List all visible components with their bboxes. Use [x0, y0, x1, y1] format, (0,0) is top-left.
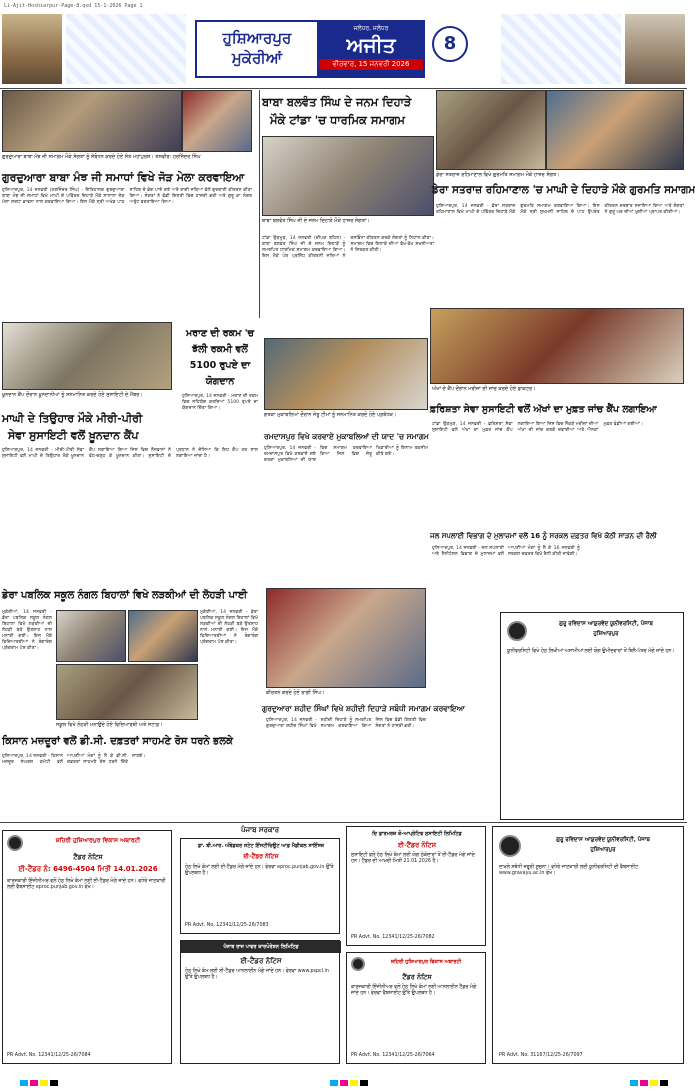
photo-caption: ਗਤਕਾ ਮੁਕਾਬਲਿਆਂ ਦੌਰਾਨ ਜੇਤੂ ਟੀਮਾਂ ਨੂੰ ਸਨਮਾਨਿਤ ਕਰਦੇ ਹੋਏ ਪ੍ਰਬੰਧਕ।	[264, 412, 397, 418]
ad-body: ਯੂਨੀਵਰਸਿਟੀ ਵਿਖੇ ਹੇਠ ਲਿਖੀਆਂ ਅਸਾਮੀਆਂ ਲਈ ਯੋਗ ਉਮੀਦਵਾਰਾਂ ਤੋਂ ਬਿਨੈ-ਪੱਤਰ ਮੰਗੇ ਜਾਂਦੇ ਹਨ।	[507, 649, 675, 654]
photo-caption: ਗੁਰਦੁਆਰਾ ਬਾਬਾ ਮੰਝ ਜੀ ਸਮਾਗਮ ਮੌਕੇ ਸੰਗਤਾਂ ਨੂੰ ਸੰਬੋਧਨ ਕਰਦੇ ਹੋਏ ਸੰਤ ਮਹਾਂਪੁਰਸ਼। ਤਸਵੀਰ: ਹਰਜਿੰਦਰ ਸਿੰਘ	[2, 154, 201, 160]
paper-name-block	[319, 22, 423, 76]
headline: ਝੱਲੀ ਰਕਮੀ ਵਲੋਂ	[192, 344, 248, 355]
ad-footer: PR Advt. No. 12341/12/25-26/7082	[351, 935, 435, 940]
headline: ਮੌਕੇ ਟਾਂਡਾ 'ਚ ਧਾਰਮਿਕ ਸਮਾਗਮ	[270, 113, 405, 127]
ad-footer: PR Advt. No. 31167/12/25-26/7097	[499, 1053, 583, 1058]
ad-body: ਹੇਠ ਲਿਖੇ ਕੰਮਾਂ ਲਈ ਈ-ਟੈਂਡਰ ਮੰਗੇ ਜਾਂਦੇ ਹਨ। ਵੇਰਵਾ eproc.punjab.gov.in ਉੱਤੇ ਉਪਲਬਧ ਹੈ।	[185, 865, 334, 876]
ad-subtitle: ਟੈਂਡਰ ਨੋਟਿਸ	[402, 973, 432, 981]
article-body: ਹੁਸ਼ਿਆਰਪੁਰ, 14 ਜਨਵਰੀ (ਹਰਜਿੰਦਰ ਸਿੰਘ) - ਇਤਿਹਾਸਕ ਗੁਰਦੁਆਰਾ ਬਾਬਾ ਮੰਝ ਜੀ ਸਮਾਧਾਂ ਵਿਖੇ ਮਾਘੀ ਦੇ ਪਵਿੱਤਰ ਦਿਹਾੜੇ ਮੌਕੇ ਸਾਲਾਨਾ ਜੋੜ ਮੇਲਾ ਸ਼ਰਧਾ ਭਾਵਨਾ ਨਾਲ ਕਰਵਾਇਆ ਗਿਆ। ਇਸ ਮੌਕੇ ਸ੍ਰੀ ਅਖੰਡ ਪਾਠ ਸਾਹਿਬ ਦੇ ਭੋਗ ਪਾਏ ਗਏ ਅਤੇ ਰਾਗੀ ਜਥਿਆਂ ਵੱਲੋਂ ਗੁਰਬਾਣੀ ਕੀਰਤਨ ਕੀਤਾ ਗਿਆ। ਸੰਗਤਾਂ ਨੇ ਵੱਡੀ ਗਿਣਤੀ ਵਿਚ ਹਾਜ਼ਰੀ ਭਰੀ ਅਤੇ ਗੁਰੂ ਕਾ ਲੰਗਰ ਅਤੁੱਟ ਵਰਤਾਇਆ ਗਿਆ।	[2, 188, 252, 205]
headline: ਮਾਘੀ ਦੇ ਤਿਉਹਾਰ ਮੌਕੇ ਮੀਰੀ-ਪੀਰੀ	[2, 412, 143, 425]
masthead	[0, 12, 687, 88]
headline: ਯੋਗਦਾਨ	[205, 376, 235, 387]
article-body: ਮੁਕੇਰੀਆਂ, 14 ਜਨਵਰੀ - ਡੇਰਾ ਪਬਲਿਕ ਸਕੂਲ ਨੰਗਲ ਬਿਹਾਲਾਂ ਵਿਖੇ ਲੜਕੀਆਂ ਦੀ ਲੋਹੜੀ ਬੜੇ ਉਤਸ਼ਾਹ ਨਾਲ ਮਨਾਈ ਗਈ। ਇਸ ਮੌਕੇ ਵਿਦਿਆਰਥੀਆਂ ਨੇ ਰੰਗਾਰੰਗ ਪ੍ਰੋਗਰਾਮ ਪੇਸ਼ ਕੀਤਾ।	[200, 610, 259, 645]
story-photo	[436, 90, 546, 170]
ad-title: ਸ਼ਹਿਰੀ ਹੁਸ਼ਿਆਰਪੁਰ ਵਿਕਾਸ ਅਥਾਰਟੀ	[55, 837, 141, 844]
yellow-swatch	[40, 1080, 48, 1086]
page-number: 8	[432, 26, 468, 62]
masthead-pattern-right	[501, 14, 621, 84]
masthead-left-photo	[2, 14, 62, 84]
masthead-pattern-left	[66, 14, 186, 84]
article-body: ਟਾਂਡਾ ਉੜਮੁੜ, 14 ਜਨਵਰੀ (ਦੀਪਕ ਬਹਿਲ) - ਬਾਬਾ ਬਲਵੰਤ ਸਿੰਘ ਜੀ ਦੇ ਜਨਮ ਦਿਹਾੜੇ ਨੂੰ ਸਮਰਪਿਤ ਧਾਰਮਿਕ ਸਮਾਗਮ ਕਰਵਾਇਆ ਗਿਆ। ਇਸ ਮੌਕੇ ਪੰਥ ਪ੍ਰਸਿੱਧ ਕੀਰਤਨੀ ਜਥਿਆਂ ਨੇ ਰਸਭਿੰਨਾ ਕੀਰਤਨ ਕਰਕੇ ਸੰਗਤਾਂ ਨੂੰ ਨਿਹਾਲ ਕੀਤਾ। ਸਮਾਗਮ ਵਿਚ ਇਲਾਕੇ ਦੀਆਂ ਵੱਖ-ਵੱਖ ਸ਼ਖ਼ਸੀਅਤਾਂ ਨੇ ਸ਼ਿਰਕਤ ਕੀਤੀ।	[262, 236, 434, 259]
article-body: ਮੁਕੇਰੀਆਂ, 14 ਜਨਵਰੀ - ਡੇਰਾ ਪਬਲਿਕ ਸਕੂਲ ਨੰਗਲ ਬਿਹਾਲਾਂ ਵਿਖੇ ਲੜਕੀਆਂ ਦੀ ਲੋਹੜੀ ਬੜੇ ਉਤਸ਼ਾਹ ਨਾਲ ਮਨਾਈ ਗਈ। ਇਸ ਮੌਕੇ ਵਿਦਿਆਰਥੀਆਂ ਨੇ ਰੰਗਾਰੰਗ ਪ੍ਰੋਗਰਾਮ ਪੇਸ਼ ਕੀਤਾ।	[2, 610, 52, 651]
ad-body: ਦਾਖ਼ਲੇ ਸਬੰਧੀ ਜ਼ਰੂਰੀ ਸੂਚਨਾ। ਵਧੇਰੇ ਜਾਣਕਾਰੀ ਲਈ ਯੂਨੀਵਰਸਿਟੀ ਦੀ ਵੈਬਸਾਈਟ www.gravayu.ac.in ਵੇਖੋ।	[499, 865, 639, 876]
government-emblem-icon	[351, 957, 365, 971]
ad-reference: ਈ-ਟੈਂਡਰ ਨੰ: 6496-4504 ਮਿਤੀ 14.01.2026	[18, 865, 158, 873]
headline: ਡੇਰਾ ਪਬਲਿਕ ਸਕੂਲ ਨੰਗਲ ਬਿਹਾਲਾਂ ਵਿਖੇ ਲੜਕੀਆਂ ਦੀ ਲੋਹੜੀ ਪਾਈ	[2, 590, 248, 601]
paper-name: ਅਜੀਤ	[346, 33, 396, 57]
issue-date: ਵੀਰਵਾਰ, 15 ਜਨਵਰੀ 2026	[319, 59, 423, 70]
ad-subtitle: ਈ-ਟੈਂਡਰ ਨੋਟਿਸ	[243, 853, 279, 860]
edition-label: ਜਲੰਧਰ, ਜਲੰਧਰ	[353, 25, 389, 32]
tender-ad	[346, 826, 486, 946]
story-photo	[56, 664, 198, 720]
black-swatch	[660, 1080, 668, 1086]
story-photo	[182, 90, 252, 152]
print-color-bar	[0, 1078, 687, 1089]
photo-caption: ਅੱਖਾਂ ਦੇ ਕੈਂਪ ਦੌਰਾਨ ਮਰੀਜ਼ਾਂ ਦੀ ਜਾਂਚ ਕਰਦੇ ਹੋਏ ਡਾਕਟਰ।	[432, 386, 536, 392]
story-photo	[2, 322, 172, 390]
headline: ਰਮਦਾਸਪੁਰ ਵਿਖੇ ਕਰਵਾਏ ਮੁਕਾਬਲਿਆਂ ਦੀ ਯਾਦ 'ਚ ਸਮਾਗਮ	[264, 432, 429, 441]
story-photo	[430, 308, 684, 384]
ad-title: ਗੁਰੂ ਰਵਿਦਾਸ ਆਯੁਰਵੇਦ ਯੂਨੀਵਰਸਿਟੀ, ਪੰਜਾਬ	[559, 621, 653, 627]
ad-body: ਕਾਰਜਕਾਰੀ ਇੰਜੀਨੀਅਰ ਵਲੋਂ ਹੇਠ ਲਿਖੇ ਕੰਮਾਂ ਲਈ ਈ-ਟੈਂਡਰ ਮੰਗੇ ਜਾਂਦੇ ਹਨ। ਵਧੇਰੇ ਜਾਣਕਾਰੀ ਲਈ ਵੈਬਸਾਈਟ eproc.punjab.gov.in ਵੇਖੋ।	[7, 879, 166, 890]
ad-footer: PR Advt. No. 12341/12/25-26/7084	[7, 1053, 91, 1058]
ad-subtitle: ਈ-ਟੈਂਡਰ ਨੋਟਿਸ	[240, 957, 282, 965]
yellow-swatch	[650, 1080, 658, 1086]
cyan-swatch	[330, 1080, 338, 1086]
ad-body: ਸੁਸਾਇਟੀ ਵਲੋਂ ਹੇਠ ਲਿਖੇ ਕੰਮਾਂ ਲਈ ਯੋਗ ਠੇਕੇਦਾਰਾਂ ਤੋਂ ਈ-ਟੈਂਡਰ ਮੰਗੇ ਜਾਂਦੇ ਹਨ। ਟੈਂਡਰ ਦੀ ਆਖ਼ਰੀ ਮਿਤੀ 21.01.2026 ਹੈ।	[351, 853, 475, 864]
article-body: ਹੁਸ਼ਿਆਰਪੁਰ, 14 ਜਨਵਰੀ - ਡੇਰਾ ਸਤਰਾਜ਼ ਰਹਿਮਾਣਾਲ ਵਿਖੇ ਮਾਘੀ ਦੇ ਪਵਿੱਤਰ ਦਿਹਾੜੇ ਮੌਕੇ ਗੁਰਮਤਿ ਸਮਾਗਮ ਕਰਵਾਇਆ ਗਿਆ। ਇਸ ਮੌਕੇ ਸ੍ਰੀ ਸੁਖਮਨੀ ਸਾਹਿਬ ਦੇ ਪਾਠ ਉਪਰੰਤ ਕੀਰਤਨ ਦਰਬਾਰ ਸਜਾਇਆ ਗਿਆ ਅਤੇ ਸੰਗਤਾਂ ਨੇ ਗੁਰੂ ਘਰ ਦੀਆਂ ਖ਼ੁਸ਼ੀਆਂ ਪ੍ਰਾਪਤ ਕੀਤੀਆਂ।	[436, 204, 684, 215]
photo-caption: ਖ਼ੂਨਦਾਨ ਕੈਂਪ ਦੌਰਾਨ ਖ਼ੂਨਦਾਨੀਆਂ ਨੂੰ ਸਨਮਾਨਿਤ ਕਰਦੇ ਹੋਏ ਸੁਸਾਇਟੀ ਦੇ ਮੈਂਬਰ।	[2, 392, 143, 398]
story-photo	[266, 588, 426, 688]
headline: ਫ਼ਰਿਸ਼ਤਾ ਸੇਵਾ ਸੁਸਾਇਟੀ ਵਲੋਂ ਅੱਖਾਂ ਦਾ ਮੁਫ਼ਤ ਜਾਂਚ ਕੈਂਪ ਲਗਾਇਆ	[430, 404, 657, 415]
article-body: ਹੁਸ਼ਿਆਰਪੁਰ, 14 ਜਨਵਰੀ - ਰਮਦਾਸਪੁਰ ਵਿਖੇ ਕਰਵਾਏ ਗਏ ਗਤਕਾ ਮੁਕਾਬਲਿਆਂ ਦੀ ਯਾਦ ਵਿਚ ਸਮਾਗਮ ਕਰਵਾਇਆ ਗਿਆ ਜਿਸ ਵਿਚ ਜੇਤੂ ਖਿਡਾਰੀਆਂ ਨੂੰ ਇਨਾਮ ਤਕਸੀਮ ਕੀਤੇ ਗਏ।	[264, 446, 428, 463]
university-ad	[492, 826, 684, 1064]
divider	[0, 88, 687, 89]
column-divider	[259, 90, 260, 318]
yellow-swatch	[350, 1080, 358, 1086]
story-photo	[2, 90, 182, 152]
page-slug: Li-Ajit-Hoshiarpur-Page-8.qxd 15-1-2026 Page 1	[4, 3, 143, 9]
university-logo-icon	[507, 621, 527, 641]
ad-subtitle: ਹੁਸ਼ਿਆਰਪੁਰ	[590, 847, 616, 853]
ad-title: ਸ਼ਹਿਰੀ ਹੁਸ਼ਿਆਰਪੁਰ ਵਿਕਾਸ ਅਥਾਰਟੀ	[390, 959, 462, 965]
divider	[0, 822, 687, 823]
photo-caption: ਡੇਰਾ ਸਤਰਾਜ਼ ਰਹਿਮਾਣਾਲ ਵਿਖੇ ਗੁਰਮਤਿ ਸਮਾਗਮ ਮੌਕੇ ਹਾਜ਼ਰ ਸੰਗਤ।	[436, 172, 560, 178]
article-body: ਟਾਂਡਾ ਉੜਮੁੜ, 14 ਜਨਵਰੀ - ਫ਼ਰਿਸ਼ਤਾ ਸੇਵਾ ਸੁਸਾਇਟੀ ਵਲੋਂ ਅੱਖਾਂ ਦਾ ਮੁਫ਼ਤ ਜਾਂਚ ਕੈਂਪ ਲਗਾਇਆ ਗਿਆ ਜਿਸ ਵਿਚ ਸੈਂਕੜੇ ਮਰੀਜ਼ਾਂ ਦੀਆਂ ਅੱਖਾਂ ਦੀ ਜਾਂਚ ਕਰਕੇ ਦਵਾਈਆਂ ਅਤੇ ਐਨਕਾਂ ਮੁਫ਼ਤ ਵੰਡੀਆਂ ਗਈਆਂ।	[432, 422, 644, 433]
tender-ad	[346, 952, 486, 1064]
headline: ਗੁਰਦੁਆਰਾ ਬਾਬਾ ਮੰਝ ਜੀ ਸਮਾਧਾਂ ਵਿਖੇ ਜੋੜ ਮੇਲਾ ਕਰਵਾਇਆ	[2, 171, 245, 184]
headline: ਕਿਸਾਨ ਮਜ਼ਦੂਰਾਂ ਵਲੋਂ ਡੀ.ਸੀ. ਦਫ਼ਤਰਾਂ ਸਾਹਮਣੇ ਰੋਸ ਧਰਨੇ ਭਲਕੇ	[2, 736, 233, 747]
headline: ਡੇਰਾ ਸਤਰਾਜ਼ ਰਹਿਮਾਣਾਲ 'ਚ ਮਾਘੀ ਦੇ ਦਿਹਾੜੇ ਮੌਕੇ ਗੁਰਮਤਿ ਸਮਾਗਮ	[432, 184, 695, 196]
ad-title: ਪੰਜਾਬ ਰਾਜ ਪਾਵਰ ਕਾਰਪੋਰੇਸ਼ਨ ਲਿਮਿਟਿਡ	[223, 944, 299, 950]
headline: ਬਾਬਾ ਬਲਵੰਤ ਸਿੰਘ ਦੇ ਜਨਮ ਦਿਹਾੜੇ	[262, 95, 412, 109]
ad-title: ਦਿ ਫ਼ਾਰਮਰਜ਼ ਕੋ-ਆਪ੍ਰੇਟਿਵ ਸੁਸਾਇਟੀ ਲਿਮਿਟਿਡ	[372, 831, 462, 837]
story-photo	[128, 610, 198, 662]
university-logo-icon	[499, 835, 521, 857]
ad-subtitle: ਟੈਂਡਰ ਨੋਟਿਸ	[73, 853, 103, 861]
masthead-title-box	[195, 20, 425, 78]
magenta-swatch	[340, 1080, 348, 1086]
black-swatch	[360, 1080, 368, 1086]
headline: ਸੇਵਾ ਸੁਸਾਇਟੀ ਵਲੋਂ ਖ਼ੂਨਦਾਨ ਕੈਂਪ	[8, 429, 139, 442]
headline: ਜਲ ਸਪਲਾਈ ਵਿਭਾਗ ਦੇ ਮੁਲਾਜ਼ਮਾਂ ਵਲੋਂ 16 ਨੂੰ ਸਰਕਲ ਦਫ਼ਤਰ ਵਿਖੇ ਕੋਠੀ ਸਾੜਨ ਦੀ ਰੈਲੀ	[430, 532, 657, 540]
black-swatch	[50, 1080, 58, 1086]
headline: ਮਰਾਣ ਦੀ ਰਕਮ 'ਚ	[185, 328, 255, 339]
ad-body: ਹੇਠ ਲਿਖੇ ਕੰਮ ਲਈ ਈ-ਟੈਂਡਰ ਆਨਲਾਈਨ ਮੰਗੇ ਜਾਂਦੇ ਹਨ। ਵੇਰਵਾ www.pspcl.in ਉੱਤੇ ਉਪਲਬਧ ਹੈ।	[185, 969, 329, 980]
ad-subtitle: ਈ-ਟੈਂਡਰ ਨੋਟਿਸ	[397, 841, 437, 849]
ad-title: ਡਾ. ਬੀ.ਆਰ. ਅੰਬੇਡਕਰ ਸਟੇਟ ਇੰਸਟੀਚਿਊਟ ਆਫ਼ ਮੈਡੀਕਲ ਸਾਇੰਸਜ਼	[197, 843, 325, 849]
headline: ਗੁਰਦੁਆਰਾ ਸ਼ਹੀਦ ਸਿੰਘਾਂ ਵਿਖੇ ਸ਼ਹੀਦੀ ਦਿਹਾੜੇ ਸਬੰਧੀ ਸਮਾਗਮ ਕਰਵਾਇਆ	[262, 704, 465, 713]
photo-caption: ਸਕੂਲ ਵਿਖੇ ਲੋਹੜੀ ਮਨਾਉਂਦੇ ਹੋਏ ਵਿਦਿਆਰਥੀ ਅਤੇ ਸਟਾਫ਼।	[56, 722, 163, 728]
story-photo	[262, 136, 434, 216]
photo-caption: ਕੀਰਤਨ ਕਰਦੇ ਹੋਏ ਰਾਗੀ ਸਿੰਘ।	[266, 690, 325, 696]
cyan-swatch	[630, 1080, 638, 1086]
ad-title: ਗੁਰੂ ਰਵਿਦਾਸ ਆਯੁਰਵੇਦ ਯੂਨੀਵਰਸਿਟੀ, ਪੰਜਾਬ	[556, 837, 650, 843]
article-body: ਹੁਸ਼ਿਆਰਪੁਰ, 14 ਜਨਵਰੀ - ਮੀਰੀ-ਪੀਰੀ ਸੇਵਾ ਸੁਸਾਇਟੀ ਵਲੋਂ ਮਾਘੀ ਦੇ ਤਿਉਹਾਰ ਮੌਕੇ ਖ਼ੂਨਦਾਨ ਕੈਂਪ ਲਗਾਇਆ ਗਿਆ ਜਿਸ ਵਿਚ ਨੌਜਵਾਨਾਂ ਨੇ ਵੱਧ-ਚੜ੍ਹ ਕੇ ਖ਼ੂਨਦਾਨ ਕੀਤਾ। ਸੁਸਾਇਟੀ ਦੇ ਪ੍ਰਧਾਨ ਨੇ ਦੱਸਿਆ ਕਿ ਇਹ ਕੈਂਪ ਹਰ ਸਾਲ ਲਗਾਇਆ ਜਾਂਦਾ ਹੈ।	[2, 448, 258, 459]
magenta-swatch	[30, 1080, 38, 1086]
story-photo	[56, 610, 126, 662]
story-photo	[264, 338, 428, 410]
ad-footer: PR Advt. No. 12341/12/25-26/7083	[185, 923, 269, 928]
headline: 5100 ਰੁਪਏ ਦਾ	[189, 360, 251, 371]
ad-footer: PR Advt. No. 12341/12/25-26/7064	[351, 1053, 435, 1058]
article-body: ਹੁਸ਼ਿਆਰਪੁਰ, 14 ਜਨਵਰੀ - ਜਲ ਸਪਲਾਈ ਅਤੇ ਸੈਨੀਟੇਸ਼ਨ ਵਿਭਾਗ ਦੇ ਮੁਲਾਜ਼ਮਾਂ ਵਲੋਂ ਆਪਣੀਆਂ ਮੰਗਾਂ ਨੂੰ ਲੈ ਕੇ 16 ਜਨਵਰੀ ਨੂੰ ਸਰਕਲ ਦਫ਼ਤਰ ਵਿਖੇ ਰੈਲੀ ਕੀਤੀ ਜਾਵੇਗੀ।	[432, 546, 580, 557]
government-emblem-icon	[7, 835, 23, 851]
government-label: ਪੰਜਾਬ ਸਰਕਾਰ	[240, 826, 279, 834]
edition-city: ਹੁਸ਼ਿਆਰਪੁਰ ਮੁਕੇਰੀਆਂ	[197, 22, 317, 76]
masthead-right-photo	[625, 14, 685, 84]
article-body: ਹੁਸ਼ਿਆਰਪੁਰ, 14 ਜਨਵਰੀ - ਕਿਸਾਨ ਮਜ਼ਦੂਰ ਸੰਘਰਸ਼ ਕਮੇਟੀ ਵਲੋਂ ਆਪਣੀਆਂ ਮੰਗਾਂ ਨੂੰ ਲੈ ਕੇ ਡੀ.ਸੀ. ਦਫ਼ਤਰਾਂ ਸਾਹਮਣੇ ਰੋਸ ਧਰਨੇ ਦਿੱਤੇ ਜਾਣਗੇ।	[2, 754, 146, 765]
tender-ad	[180, 838, 340, 934]
magenta-swatch	[640, 1080, 648, 1086]
tender-ad	[2, 830, 172, 1064]
tender-ad	[180, 940, 340, 1064]
cyan-swatch	[20, 1080, 28, 1086]
article-body: ਹੁਸ਼ਿਆਰਪੁਰ, 14 ਜਨਵਰੀ - ਗੁਰਦੁਆਰਾ ਸ਼ਹੀਦ ਸਿੰਘਾਂ ਵਿਖੇ ਸ਼ਹੀਦੀ ਦਿਹਾੜੇ ਨੂੰ ਸਮਰਪਿਤ ਸਮਾਗਮ ਕਰਵਾਇਆ ਗਿਆ ਜਿਸ ਵਿਚ ਵੱਡੀ ਗਿਣਤੀ ਵਿਚ ਸੰਗਤਾਂ ਨੇ ਹਾਜ਼ਰੀ ਭਰੀ।	[266, 718, 426, 729]
ad-body: ਕਾਰਜਕਾਰੀ ਇੰਜੀਨੀਅਰ ਵਲੋਂ ਹੇਠ ਲਿਖੇ ਕੰਮਾਂ ਲਈ ਆਨਲਾਈਨ ਟੈਂਡਰ ਮੰਗੇ ਜਾਂਦੇ ਹਨ। ਵੇਰਵਾ ਵੈਬਸਾਈਟ ਉੱਤੇ ਉਪਲਬਧ ਹੈ।	[351, 985, 477, 996]
ad-subtitle: ਹੁਸ਼ਿਆਰਪੁਰ	[593, 631, 619, 637]
story-photo	[546, 90, 684, 170]
university-ad	[500, 612, 684, 820]
photo-caption: ਬਾਬਾ ਬਲਵੰਤ ਸਿੰਘ ਜੀ ਦੇ ਜਨਮ ਦਿਹਾੜੇ ਮੌਕੇ ਹਾਜ਼ਰ ਸੰਗਤਾਂ।	[262, 218, 370, 224]
article-body: ਹੁਸ਼ਿਆਰਪੁਰ, 14 ਜਨਵਰੀ - ਮਰਾਣ ਦੀ ਰਕਮ ਵਿਚ ਸਹਿਯੋਗ ਕਰਦਿਆਂ 5100 ਰੁਪਏ ਦਾ ਯੋਗਦਾਨ ਦਿੱਤਾ ਗਿਆ।	[182, 394, 258, 411]
